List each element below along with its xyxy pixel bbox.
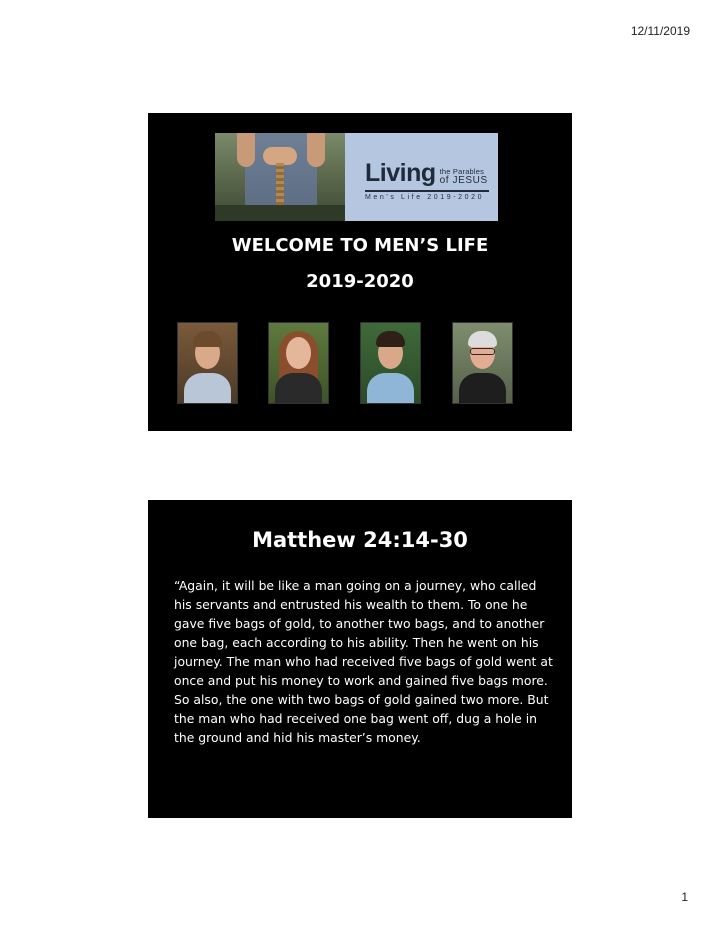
page-number: 1 [681, 890, 688, 904]
portrait-4 [452, 322, 513, 404]
banner-photo [215, 133, 345, 221]
slide-scripture [148, 500, 572, 818]
banner-title-word: Living [365, 159, 436, 187]
banner-rule [365, 190, 489, 192]
portrait-2 [268, 322, 329, 404]
living-parables-banner [215, 133, 498, 221]
banner-tagline: Men's Life 2019-2020 [365, 194, 485, 201]
banner-title [365, 156, 488, 186]
slide-welcome [148, 113, 572, 431]
banner-title-big: of JESUS [439, 175, 488, 186]
scripture-reference: Matthew 24:14-30 [252, 528, 468, 552]
scripture-passage: “Again, it will be like a man going on a journey, who called his servants and entrusted his wealth to them. To one he gave five bags of gold, to another two bags, and to another one bag, each according to his ability. Then he went on his journey. The man who had received five bags of gold went at once and put his money to work and gained five bags more. So also, the one with two bags of gold gained two more. But the man who had received one bag went off, dug a hole in the ground and hid his master’s money. [174, 578, 553, 745]
season-heading: 2019-2020 [306, 271, 414, 292]
page-date: 12/11/2019 [630, 24, 690, 38]
welcome-heading: WELCOME TO MEN’S LIFE [231, 235, 489, 256]
portrait-3 [360, 322, 421, 404]
portrait-1 [177, 322, 238, 404]
banner-title-small: the Parables [439, 166, 485, 176]
